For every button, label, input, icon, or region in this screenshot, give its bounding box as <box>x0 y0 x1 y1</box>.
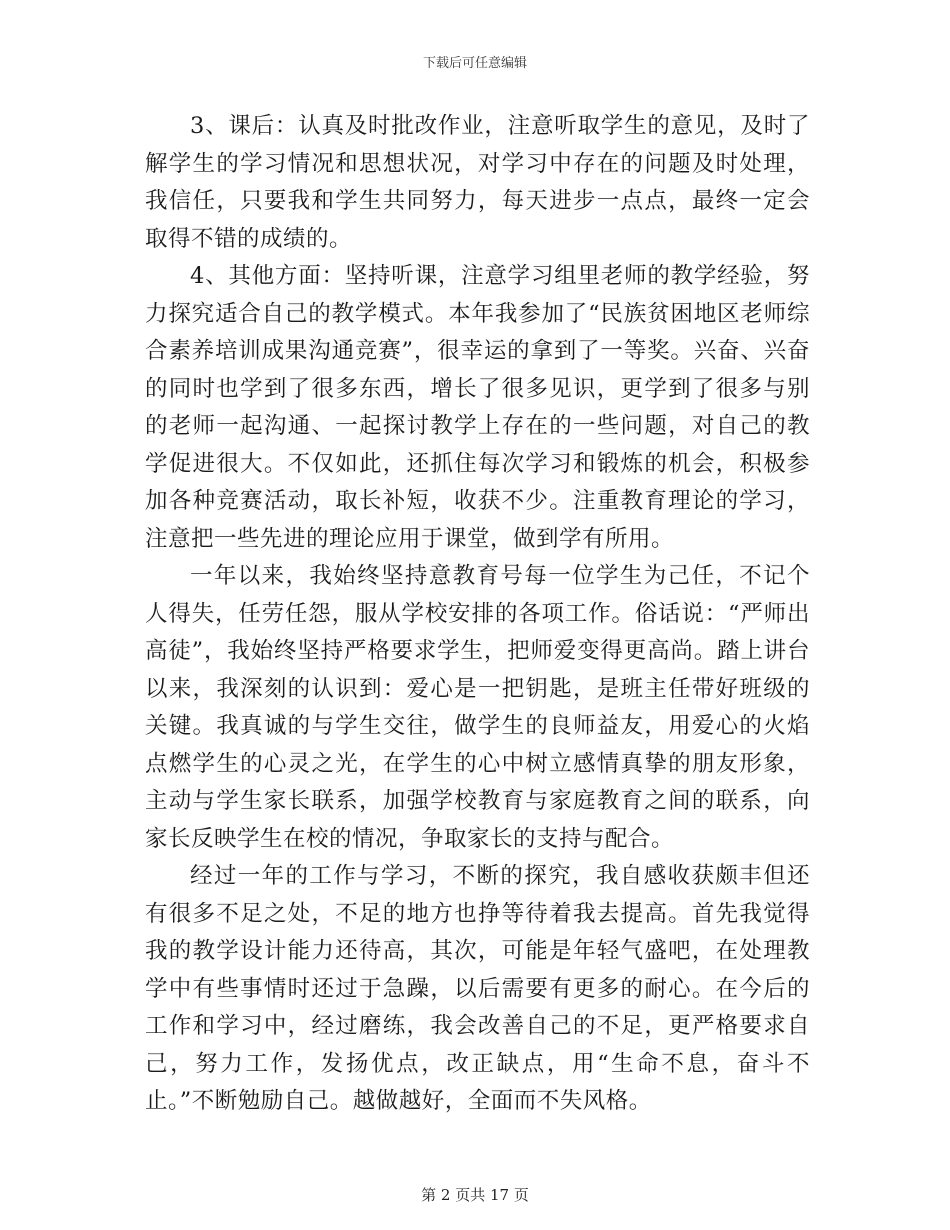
page-number-footer: 第 2 页共 17 页 <box>421 1186 529 1204</box>
page-header: 下载后可任意编辑 <box>422 56 527 71</box>
paragraph-other-aspects: 4、其他方面：坚持听课，注意学习组里老师的教学经验，努力探究适合自己的教学模式。本年我参加了“民族贫困地区老师综合素养培训成果沟通竞赛”，很幸运的拿到了一等奖。兴奋、兴奋的同时也学到了很多东西，增长了很多见识，更学到了很多与别的老师一起沟通、一起探讨教学上存在的一些问题，对自己的教学促进很大。不仅如此，还抓住每次学习和锻炼的机会，积极参加各种竞赛活动，取长补短，收获不少。注重教育理论的学习，注意把一些先进的理论应用于课堂，做到学有所用。 <box>145 263 810 552</box>
paragraph-after-class: 3、课后：认真及时批改作业，注意听取学生的意见，及时了解学生的学习情况和思想状况，对学习中存在的问题及时处理，我信任，只要我和学生共同努力，每天进步一点点，最终一定会取得不错的成绩的。 <box>145 113 810 252</box>
document-body <box>145 108 810 1121</box>
paragraph-year-summary: 一年以来，我始终坚持意教育号每一位学生为己任，不记个人得失，任劳任怨，服从学校安排的各项工作。俗话说：“严师出高徒”，我始终坚持严格要求学生，把师爱变得更高尚。踏上讲台以来，我深刻的认识到：爱心是一把钥匙，是班主任带好班级的关键。我真诚的与学生交往，做学生的良师益友，用爱心的火焰点燃学生的心灵之光，在学生的心中树立感情真挚的朋友形象，主动与学生家长联系，加强学校教育与家庭教育之间的联系，向家长反映学生在校的情况，争取家长的支持与配合。 <box>145 563 810 852</box>
paragraph-reflection: 经过一年的工作与学习，不断的探究，我自感收获颇丰但还有很多不足之处，不足的地方也挣等待着我去提高。首先我觉得我的教学设计能力还待高，其次，可能是年轻气盛吧，在处理教学中有些事情时还过于急躁，以后需要有更多的耐心。在今后的工作和学习中，经过磨练，我会改善自己的不足，更严格要求自己，努力工作，发扬优点，改正缺点，用“生命不息，奋斗不止。”不断勉励自己。越做越好，全面而不失风格。 <box>145 863 810 1114</box>
